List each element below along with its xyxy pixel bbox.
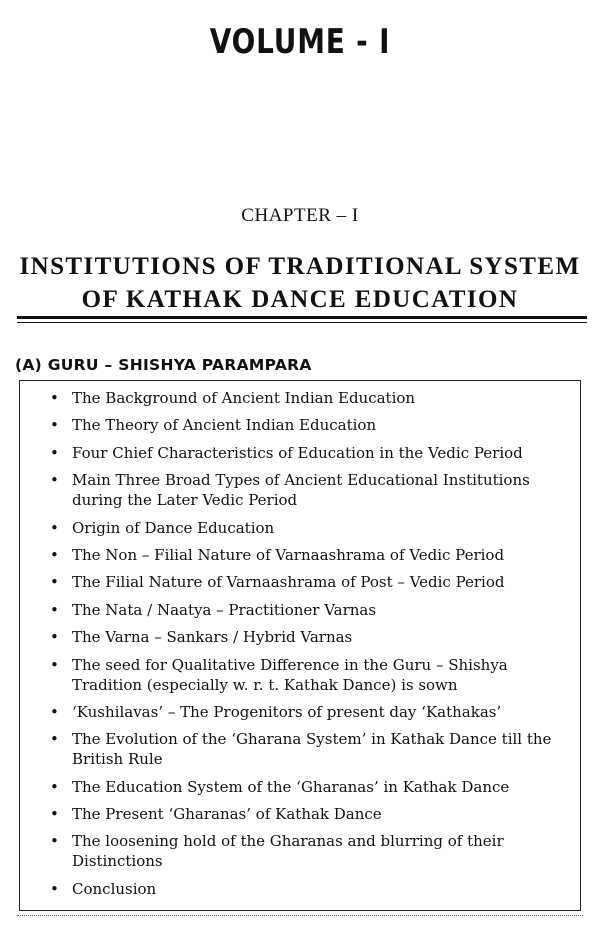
contents-item-text: The Education System of the ‘Gharanas’ in Kathak Dance [72, 777, 510, 796]
contents-item [50, 388, 566, 408]
bullet-icon: • [50, 416, 59, 435]
chapter-title-line-1: INSTITUTIONS OF TRADITIONAL SYSTEM [19, 253, 581, 280]
contents-item-text: The Evolution of the ‘Gharana System’ in Kathak Dance till the British Rule [72, 730, 552, 769]
contents-item-text: The Non – Filial Nature of Varnaashrama of Vedic Period [72, 545, 505, 564]
title-divider-thin [17, 322, 587, 323]
contents-item-text: The Theory of Ancient Indian Education [72, 416, 377, 435]
bullet-icon: • [50, 655, 59, 674]
contents-item-text: The Varna – Sankars / Hybrid Varnas [72, 628, 353, 647]
bullet-icon: • [50, 443, 59, 462]
bullet-icon: • [50, 777, 59, 796]
volume-title: VOLUME - I [209, 22, 391, 62]
bullet-icon: • [50, 600, 59, 619]
section-heading: (A) GURU – SHISHYA PARAMPARA [15, 356, 312, 374]
contents-item-text: The Filial Nature of Varnaashrama of Post – Vedic Period [72, 573, 505, 592]
contents-item [50, 729, 566, 769]
contents-item [50, 702, 566, 722]
contents-item [50, 443, 566, 463]
bottom-divider [17, 915, 583, 916]
contents-item-text: Main Three Broad Types of Ancient Educational Institutions during the Later Vedic Period [72, 471, 530, 510]
contents-item [50, 545, 566, 565]
bullet-icon: • [50, 389, 59, 407]
contents-item-text: The seed for Qualitative Difference in the Guru – Shishya Tradition (especially w. r. t. Kathak Dance) is sown [72, 655, 508, 694]
contents-item-text: ‘Kushilavas’ – The Progenitors of present day ‘Kathakas’ [72, 702, 502, 721]
chapter-title-line-2: OF KATHAK DANCE EDUCATION [81, 286, 519, 313]
bullet-icon: • [50, 730, 59, 749]
contents-item [50, 572, 566, 592]
bullet-icon: • [50, 628, 59, 647]
contents-item [50, 804, 566, 824]
contents-item-text: The Background of Ancient Indian Education [72, 389, 416, 407]
contents-item [50, 415, 566, 435]
contents-item-text: The loosening hold of the Gharanas and blurring of their Distinctions [72, 832, 504, 871]
bullet-icon: • [50, 471, 59, 490]
contents-item-text: Four Chief Characteristics of Education in the Vedic Period [72, 443, 523, 462]
contents-item-text: The Present ‘Gharanas’ of Kathak Dance [72, 805, 382, 824]
contents-item [50, 777, 566, 797]
bullet-icon: • [50, 545, 59, 564]
contents-box [19, 380, 581, 911]
contents-item-text: The Nata / Naatya – Practitioner Varnas [72, 600, 377, 619]
bullet-icon: • [50, 702, 59, 721]
contents-item [50, 655, 566, 695]
chapter-title [0, 250, 600, 316]
contents-item [50, 879, 566, 899]
contents-item [50, 470, 566, 510]
bullet-icon: • [50, 518, 59, 537]
contents-item [50, 627, 566, 647]
bullet-icon: • [50, 832, 59, 851]
bullet-icon: • [50, 573, 59, 592]
contents-item [50, 831, 566, 871]
contents-item [50, 600, 566, 620]
contents-list [20, 381, 580, 899]
bullet-icon: • [50, 805, 59, 824]
contents-item [50, 518, 566, 538]
chapter-label: CHAPTER – I [241, 205, 359, 226]
contents-item-text: Origin of Dance Education [72, 518, 275, 537]
title-divider-thick [17, 316, 587, 319]
bullet-icon: • [50, 879, 59, 898]
contents-item-text: Conclusion [72, 879, 157, 898]
